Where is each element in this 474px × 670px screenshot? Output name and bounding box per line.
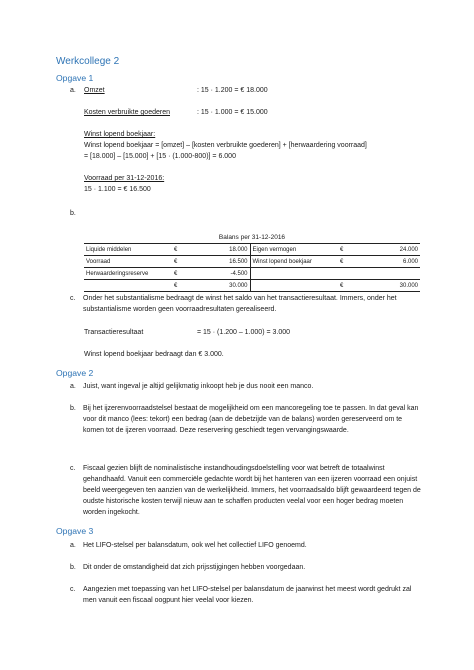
marker-1c: c. [70, 295, 76, 302]
document-title: Werkcollege 2 [56, 56, 120, 67]
table-cell: € [172, 268, 184, 280]
marker-3a: a. [70, 542, 76, 549]
table-cell: 30.000 [184, 280, 250, 292]
marker-2c: c. [70, 465, 76, 472]
marker-2a: a. [70, 383, 76, 390]
winst-heading: Winst lopend boekjaar: [84, 131, 156, 138]
table-cell [350, 268, 420, 280]
marker-3c: c. [70, 586, 76, 593]
table-cell [338, 268, 350, 280]
marker-1a: a. [70, 87, 76, 94]
table-cell: € [172, 244, 184, 256]
voorraad-calc: 15 · 1.100 = € 16.500 [84, 186, 151, 193]
table-cell: 16.500 [184, 256, 250, 268]
table-cell: € [172, 280, 184, 292]
table-cell: 18.000 [184, 244, 250, 256]
heading-opgave-3: Opgave 3 [56, 526, 94, 536]
marker-3b: b. [70, 564, 76, 571]
table-row [84, 268, 420, 280]
heading-opgave-2: Opgave 2 [56, 368, 94, 378]
paragraph-3b: Dit onder de omstandigheid dat zich prijsstijgingen hebben voorgedaan. [83, 564, 306, 571]
table-cell: Herwaarderingsreserve [84, 268, 172, 280]
paragraph-2a: Juist, want ingeval je altijd gelijkmatig inkoopt heb je dus nooit een manco. [83, 383, 314, 390]
marker-2b: b. [70, 405, 76, 412]
table-cell: € [338, 244, 350, 256]
voorraad-heading: Voorraad per 31-12-2016: [84, 175, 165, 182]
table-row [84, 256, 420, 268]
table-cell: Voorraad [84, 256, 172, 268]
kosten-calc: : 15 · 1.000 = € 15.000 [197, 109, 268, 116]
table-cell [84, 280, 172, 292]
paragraph-2c: Fiscaal gezien blijft de nominalistische instandhoudingsdoelstelling voor wat betreft de totaalwinst gehandhaafd. Vanuit een commerciële gedachte wordt bij het hanteren van een ijzeren voorraad een onjuist beeld weergegeven ten aanzien van de werkelijkheid. Immers, het voorraadsaldo blijft gewaardeerd tegen de oudste historische kosten terwijl nieuw aan te schaffen producten veelal voor een hoger bedrag moeten worden ingekocht. [83, 465, 421, 517]
table-cell: € [172, 256, 184, 268]
table-cell: Liquide middelen [84, 244, 172, 256]
table-cell: € [338, 280, 350, 292]
table-cell: € [338, 256, 350, 268]
table-row [84, 244, 420, 256]
heading-opgave-1: Opgave 1 [56, 73, 94, 83]
omzet-calc: : 15 · 1.200 = € 18.000 [197, 87, 268, 94]
table-row-total [84, 280, 420, 292]
table-cell: 6.000 [350, 256, 420, 268]
table-cell: 30.000 [350, 280, 420, 292]
paragraph-3a: Het LIFO-stelsel per balansdatum, ook wel het collectief LIFO genoemd. [83, 542, 307, 549]
balans-table [84, 234, 420, 292]
winst-conclusion: Winst lopend boekjaar bedraagt dan € 3.000. [84, 351, 224, 358]
marker-1b: b. [70, 210, 76, 217]
table-cell: -4.500 [184, 268, 250, 280]
kosten-label: Kosten verbruikte goederen [84, 109, 170, 116]
winst-line-1: Winst lopend boekjaar = [omzet] – [kosten verbruikte goederen] + [herwaardering voorraad] [84, 142, 367, 149]
table-cell: 24.000 [350, 244, 420, 256]
winst-line-2: = [18.000] – [15.000] + [15 · (1.000-800)] = 6.000 [84, 153, 236, 160]
balans-caption: Balans per 31-12-2016 [218, 234, 286, 241]
paragraph-2b: Bij het ijzerenvoorraadstelsel bestaat de mogelijkheid om een mancoregeling toe te passen. In dat geval kan voor dit manco (lees: tekort) een bedrag (aan de debetzijde van de balans) worden gereserveerd om te komen tot de ijzeren voorraad. Deze reservering geschiedt tegen vervangingswaarde. [83, 405, 419, 435]
transactieresultaat-label: Transactieresultaat [84, 329, 144, 336]
table-cell: Eigen vermogen [250, 244, 338, 256]
paragraph-1c: Onder het substantialisme bedraagt de winst het saldo van het transactieresultaat. Immers, onder het substantialisme worden geen voorraadresultaten gerealiseerd. [83, 295, 397, 314]
table-cell [250, 280, 338, 292]
transactieresultaat-calc: = 15 · (1.200 – 1.000) = 3.000 [197, 329, 291, 336]
omzet-label: Omzet [84, 87, 105, 94]
table-cell [250, 268, 338, 280]
paragraph-3c: Aangezien met toepassing van het LIFO-stelsel per balansdatum de jaarwinst het meest wordt gedrukt zal men vanuit een fiscaal oogpunt hier veelal voor kiezen. [83, 586, 412, 605]
table-cell: Winst lopend boekjaar [250, 256, 338, 268]
